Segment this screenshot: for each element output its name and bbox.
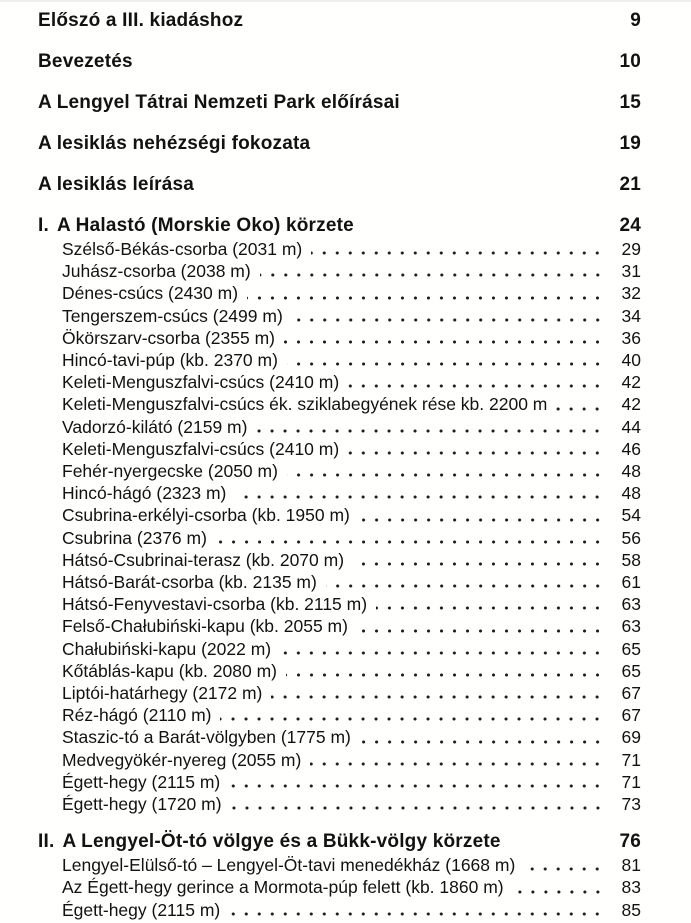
item-title: Égett-hegy (1720 m) <box>62 794 222 815</box>
item-title: Liptói-határhegy (2172 m) <box>62 683 263 704</box>
item-title: Hátsó-Csubrinai-terasz (kb. 2070 m) <box>62 549 345 570</box>
chapter-title: Előszó a III. kiadáshoz <box>38 10 244 31</box>
item-title: Szélső-Békás-csorba (2031 m) <box>62 239 303 259</box>
toc-chapter-row <box>38 91 641 114</box>
item-page-number: 42 <box>621 394 641 415</box>
item-title: Égett-hegy (2115 m) <box>62 899 221 920</box>
toc-item-row <box>38 749 641 771</box>
dot-leader <box>247 282 606 304</box>
toc-item-row <box>38 793 641 815</box>
toc-chapter-row <box>38 173 641 196</box>
toc-section <box>38 214 641 815</box>
toc-item-row <box>38 549 641 571</box>
chapter-page-number: 21 <box>619 174 641 195</box>
dot-leader <box>311 238 606 260</box>
dot-leader <box>287 349 606 371</box>
item-page-number: 85 <box>621 899 641 920</box>
item-title: Ökörszarv-csorba (2355 m) <box>62 327 275 348</box>
item-page-number: 31 <box>621 261 641 282</box>
toc-item-row <box>38 771 641 793</box>
dot-leader <box>286 660 606 682</box>
toc-item-row <box>38 305 641 327</box>
item-page-number: 69 <box>621 727 641 748</box>
toc-item-row <box>38 899 641 921</box>
item-title: Lengyel-Elülső-tó – Lengyel-Öt-tavi menedékház (1668 m) <box>62 855 516 876</box>
item-title: Fehér-nyergecske (2050 m) <box>62 461 278 482</box>
dot-leader <box>353 549 606 571</box>
chapter-title: A lesiklás leírása <box>38 174 195 195</box>
dot-leader <box>271 682 606 704</box>
dot-leader <box>524 854 606 876</box>
item-page-number: 63 <box>621 616 641 637</box>
toc-item-row <box>38 638 641 660</box>
section-title: A Lengyel-Öt-tó völgye és a Bükk-völgy körzete <box>62 831 501 853</box>
item-title: Csubrina (2376 m) <box>62 527 207 548</box>
item-page-number: 81 <box>621 855 641 876</box>
item-title: Vadorzó-kilátó (2159 m) <box>62 416 248 437</box>
toc-item-row <box>38 327 641 349</box>
dot-leader <box>256 416 606 438</box>
toc-item-row <box>38 571 641 593</box>
toc-chapter-row <box>38 9 641 32</box>
toc-item-row <box>38 260 641 282</box>
dot-leader <box>229 771 606 793</box>
toc-item-row <box>38 349 641 371</box>
section-page-number: 24 <box>619 215 641 236</box>
item-page-number: 42 <box>621 372 641 393</box>
item-page-number: 48 <box>621 461 641 482</box>
item-title: Kőtáblás-kapu (kb. 2080 m) <box>62 660 277 681</box>
item-title: Réz-hágó (2110 m) <box>62 705 212 726</box>
chapter-title: Bevezetés <box>38 51 133 72</box>
chapter-title: A lesiklás nehézségi fokozata <box>38 133 311 154</box>
item-title: Az Égett-hegy gerince a Mormota-púp felett (kb. 1860 m) <box>62 877 504 898</box>
toc-item-row <box>38 527 641 549</box>
toc-item-row <box>38 682 641 704</box>
dot-leader <box>513 876 606 898</box>
toc-item-row <box>38 660 641 682</box>
item-page-number: 54 <box>621 505 641 526</box>
dot-leader <box>216 527 606 549</box>
item-title: Hátsó-Fenyvestavi-csorba (kb. 2115 m) <box>62 594 368 615</box>
toc-item-row <box>38 615 641 637</box>
section-title: A Halastó (Morskie Oko) körzete <box>56 215 354 236</box>
item-title: Tengerszem-csúcs (2499 m) <box>62 305 283 326</box>
item-page-number: 67 <box>621 683 641 704</box>
toc-item-row <box>38 416 641 438</box>
toc-section <box>38 830 641 921</box>
dot-leader <box>231 793 606 815</box>
item-page-number: 36 <box>621 327 641 348</box>
dot-leader <box>348 371 606 393</box>
chapter-page-number: 19 <box>619 133 641 154</box>
item-title: Égett-hegy (2115 m) <box>62 771 221 792</box>
toc-item-row <box>38 704 641 726</box>
item-page-number: 61 <box>621 572 641 593</box>
item-title: Keleti-Menguszfalvi-csúcs ék. sziklabegyének rése kb. 2200 m <box>62 394 548 415</box>
item-title: Keleti-Menguszfalvi-csúcs (2410 m) <box>62 438 340 459</box>
chapter-page-number: 15 <box>619 92 641 113</box>
dot-leader <box>348 438 606 460</box>
toc-item-row <box>38 593 641 615</box>
dot-leader <box>376 593 606 615</box>
item-page-number: 83 <box>621 877 641 898</box>
item-page-number: 65 <box>621 638 641 659</box>
dot-leader <box>220 704 606 726</box>
toc-item-row <box>38 393 641 415</box>
toc-item-row <box>38 438 641 460</box>
item-title: Staszic-tó a Barát-völgyben (1775 m) <box>62 727 351 748</box>
toc-item-row <box>38 854 641 876</box>
item-page-number: 63 <box>621 594 641 615</box>
toc-item-row <box>38 726 641 748</box>
dot-leader <box>229 899 606 921</box>
item-title: Medvegyökér-nyereg (2055 m) <box>62 749 302 770</box>
item-page-number: 40 <box>621 350 641 371</box>
item-page-number: 71 <box>621 771 641 792</box>
toc-chapter-row <box>38 132 641 155</box>
toc-section-header-row <box>38 830 641 853</box>
item-title: Csubrina-erkélyi-csorba (kb. 1950 m) <box>62 505 350 526</box>
dot-leader <box>326 571 606 593</box>
toc-item-row <box>38 876 641 898</box>
toc-item-row <box>38 504 641 526</box>
dot-leader <box>280 638 606 660</box>
toc-item-row <box>38 238 641 260</box>
item-page-number: 34 <box>621 305 641 326</box>
toc-item-row <box>38 282 641 304</box>
item-page-number: 48 <box>621 483 641 504</box>
item-title: Chałubiński-kapu (2022 m) <box>62 638 272 659</box>
toc-chapter-row <box>38 50 641 73</box>
item-title: Felső-Chałubiński-kapu (kb. 2055 m) <box>62 616 348 637</box>
item-title: Hátsó-Barát-csorba (kb. 2135 m) <box>62 572 317 593</box>
item-title: Hincó-tavi-púp (kb. 2370 m) <box>62 350 278 371</box>
item-page-number: 44 <box>621 416 641 437</box>
item-title: Juhász-csorba (2038 m) <box>62 261 251 282</box>
dot-leader <box>235 482 606 504</box>
toc-section-header-row <box>38 214 641 237</box>
dot-leader <box>556 393 606 415</box>
toc-item-row <box>38 482 641 504</box>
item-page-number: 46 <box>621 438 641 459</box>
item-page-number: 29 <box>621 239 641 259</box>
item-page-number: 32 <box>621 283 641 304</box>
chapter-page-number: 9 <box>630 10 641 31</box>
item-page-number: 58 <box>621 549 641 570</box>
chapter-page-number: 10 <box>619 51 641 72</box>
dot-leader <box>292 305 606 327</box>
item-title: Hincó-hágó (2323 m) <box>62 483 227 504</box>
dot-leader <box>284 327 606 349</box>
toc-item-row <box>38 460 641 482</box>
dot-leader <box>359 504 606 526</box>
section-numeral: I. <box>38 215 49 236</box>
chapter-title: A Lengyel Tátrai Nemzeti Park előírásai <box>38 92 400 113</box>
item-page-number: 71 <box>621 749 641 770</box>
item-page-number: 56 <box>621 527 641 548</box>
dot-leader <box>287 460 606 482</box>
item-page-number: 67 <box>621 705 641 726</box>
toc-list <box>38 9 641 921</box>
dot-leader <box>357 615 606 637</box>
item-page-number: 73 <box>621 794 641 815</box>
section-page-number: 76 <box>619 831 641 853</box>
toc-item-row <box>38 371 641 393</box>
section-numeral: II. <box>38 831 55 853</box>
dot-leader <box>260 260 606 282</box>
dot-leader <box>360 726 606 748</box>
item-title: Keleti-Menguszfalvi-csúcs (2410 m) <box>62 372 340 393</box>
item-title: Dénes-csúcs (2430 m) <box>62 283 239 304</box>
dot-leader <box>310 749 606 771</box>
item-page-number: 65 <box>621 660 641 681</box>
